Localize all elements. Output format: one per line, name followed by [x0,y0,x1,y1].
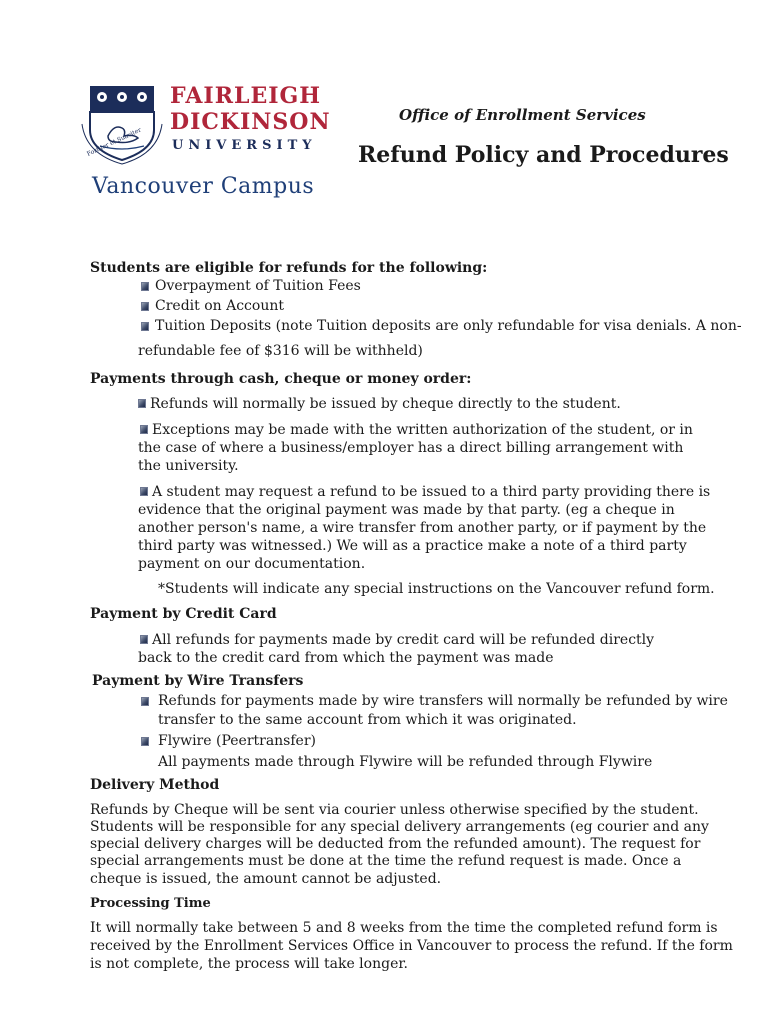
logo-line-fairleigh: FAIRLEIGH [170,83,322,109]
bullet-icon [140,487,148,496]
processing-line2: received by the Enrollment Services Office in Vancouver to process the refund. If the form [90,938,733,954]
bullet-icon [141,282,149,291]
processing-heading: Processing Time [90,896,211,911]
cash-p3-line1: A student may request a refund to be issued to a third party providing there is [152,484,711,500]
cash-p2-line1: Exceptions may be made with the written authorization of the student, or in [152,422,693,438]
cash-p3-line5: payment on our documentation. [138,556,366,572]
delivery-heading: Delivery Method [90,777,220,793]
processing-line1: It will normally take between 5 and 8 weeks from the time the completed refund form is [90,920,718,936]
bullet-icon [140,425,148,434]
university-seal-icon [80,80,164,166]
delivery-line4: special arrangements must be done at the time the refund request is made. Once a [90,853,682,869]
bullet-icon [138,399,146,408]
eligible-item-1: Overpayment of Tuition Fees [155,278,361,294]
page-title: Refund Policy and Procedures [358,142,729,168]
bullet-icon [141,697,149,706]
wire-heading: Payment by Wire Transfers [92,673,304,689]
delivery-line2: Students will be responsible for any special delivery arrangements (eg courier and any [90,819,709,835]
cash-p1: Refunds will normally be issued by cheque directly to the student. [150,396,621,412]
bullet-icon [140,635,148,644]
eligible-item-3: Tuition Deposits (note Tuition deposits are only refundable for visa denials. A non- [155,318,742,334]
cash-p2-line3: the university. [138,458,239,474]
bullet-icon [141,737,149,746]
eligible-item-3-cont: refundable fee of $316 will be withheld) [138,343,423,359]
credit-line1: All refunds for payments made by credit card will be refunded directly [152,632,655,648]
logo-line-university: UNIVERSITY [172,138,317,153]
delivery-line5: cheque is issued, the amount cannot be adjusted. [90,871,442,887]
eligible-item-2: Credit on Account [155,298,284,314]
credit-line2: back to the credit card from which the payment was made [138,650,554,666]
eligible-heading: Students are eligible for refunds for the following: [90,260,488,276]
seal-motto: Fortiter et Suaviter [85,126,143,158]
cash-p2-line2: the case of where a business/employer has a direct billing arrangement with [138,440,684,456]
logo-campus-name: Vancouver Campus [92,174,315,199]
office-name: Office of Enrollment Services [399,106,646,124]
university-logo [80,80,330,210]
wire-item1-line1: Refunds for payments made by wire transfers will normally be refunded by wire [158,693,728,709]
wire-item2-cont: All payments made through Flywire will be refunded through Flywire [158,754,653,770]
cash-p3-line3: another person's name, a wire transfer from another party, or if payment by the [138,520,707,536]
cash-note: *Students will indicate any special instructions on the Vancouver refund form. [158,581,715,597]
cash-p3-line2: evidence that the original payment was made by that party. (eg a cheque in [138,502,675,518]
cash-heading: Payments through cash, cheque or money order: [90,371,472,387]
credit-heading: Payment by Credit Card [90,606,277,622]
bullet-icon [141,302,149,311]
delivery-line3: special delivery charges will be deducted from the refunded amount). The request for [90,836,701,852]
cash-p3-line4: third party was witnessed.) We will as a practice make a note of a third party [138,538,687,554]
wire-item1-line2: transfer to the same account from which it was originated. [158,712,577,728]
logo-line-dickinson: DICKINSON [170,109,331,135]
processing-line3: is not complete, the process will take longer. [90,956,408,972]
wire-item2: Flywire (Peertransfer) [158,733,316,749]
bullet-icon [141,322,149,331]
delivery-line1: Refunds by Cheque will be sent via courier unless otherwise specified by the student. [90,802,699,818]
